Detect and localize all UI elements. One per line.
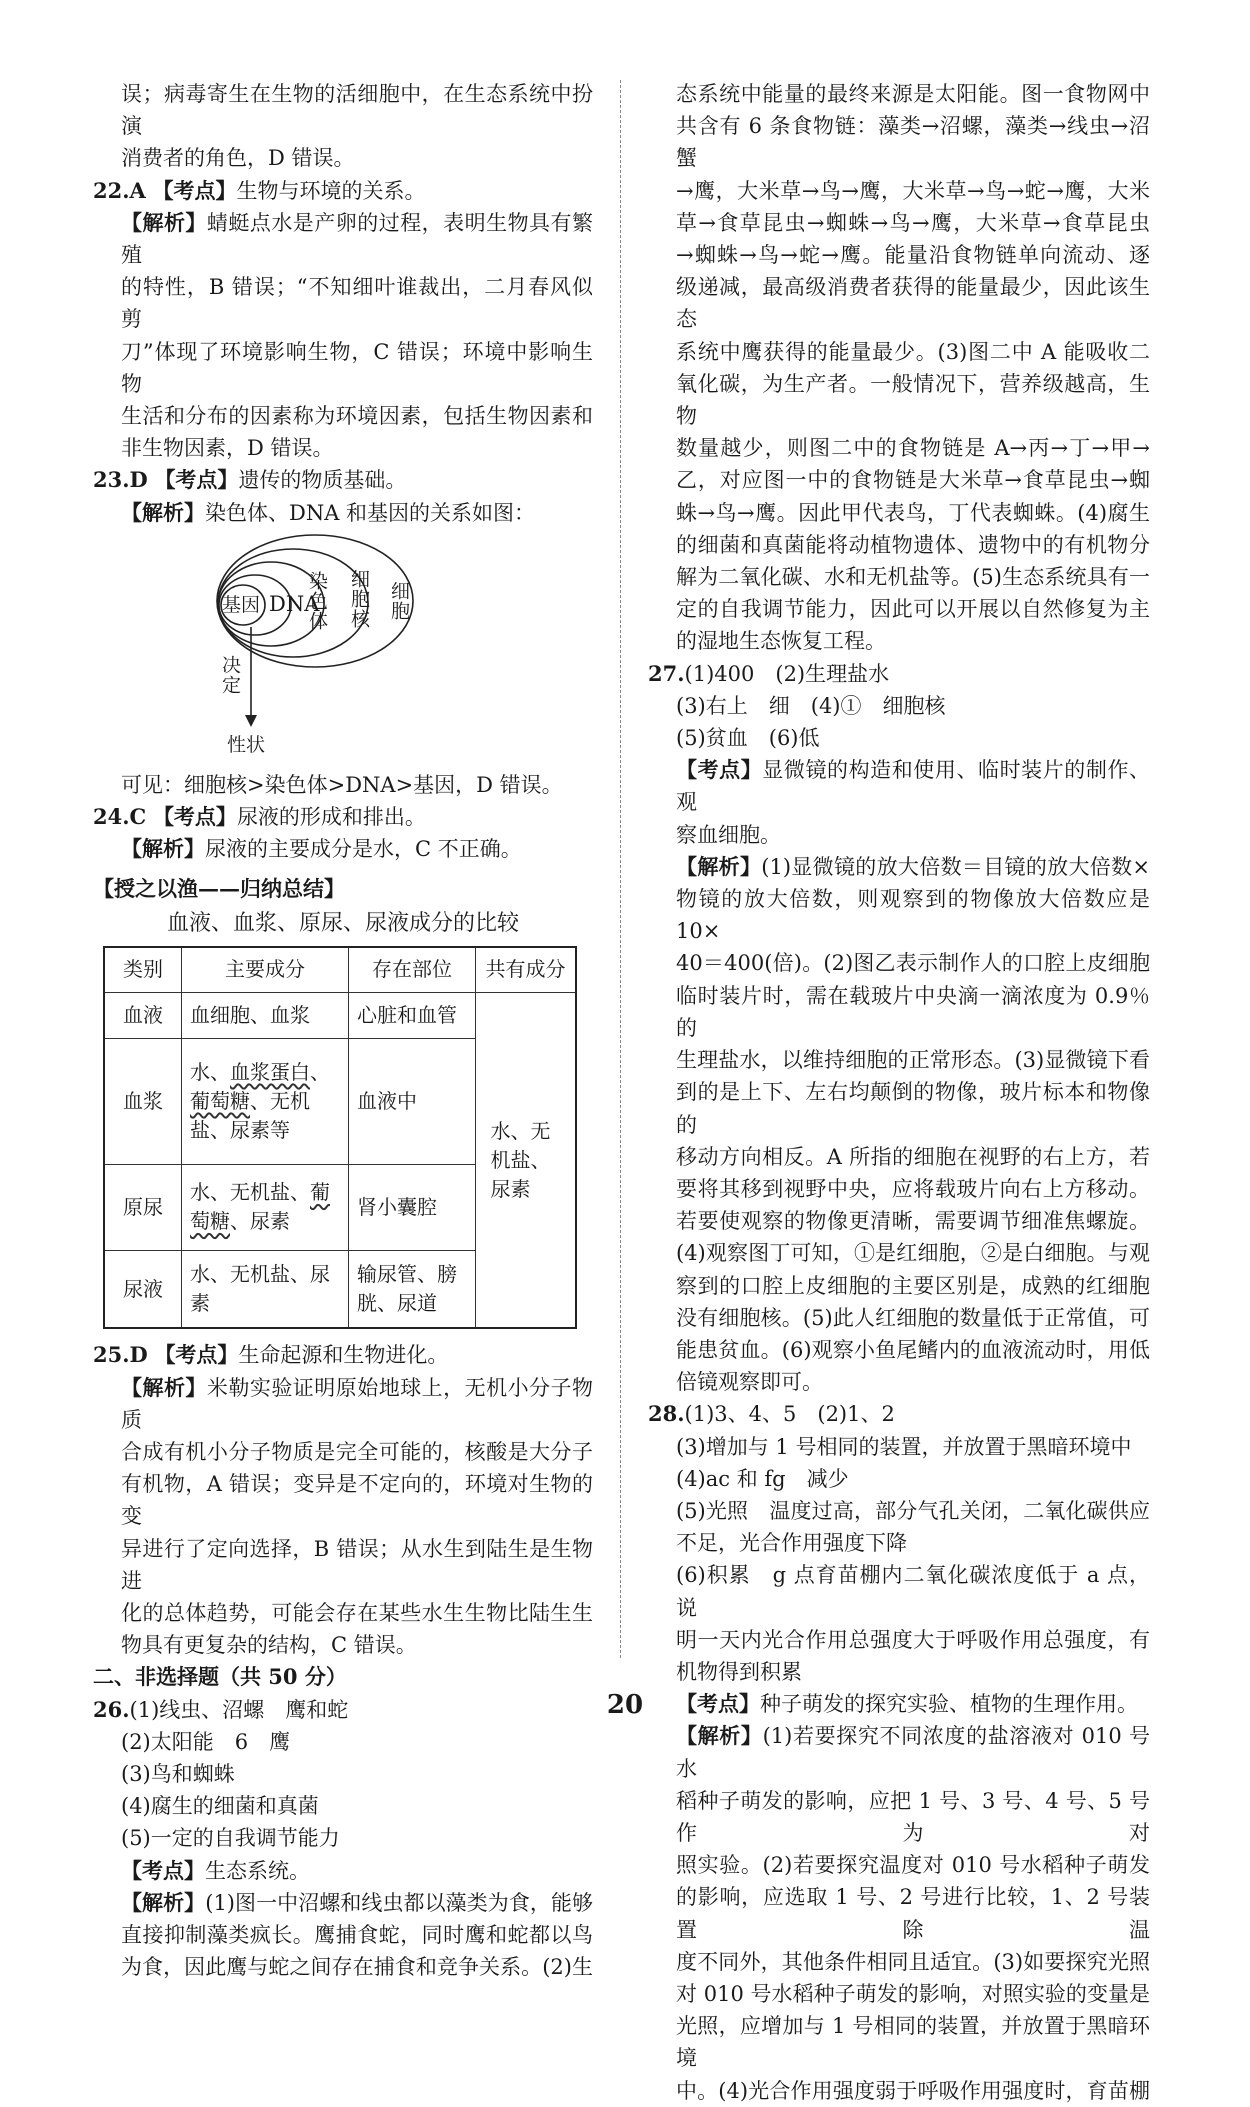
kaodian-topic: 生物与环境的关系。 bbox=[236, 178, 426, 203]
text-line: 生理盐水，以维持细胞的正常形态。(3)显微镜下看 bbox=[676, 1048, 1150, 1073]
text-line: 到的是上下、左右均颠倒的物像，玻片标本和物像的 bbox=[676, 1080, 1150, 1137]
answer-line: (4)腐生的细菌和真菌 bbox=[121, 1794, 319, 1819]
nested-ellipses-figure bbox=[93, 531, 593, 769]
table-row bbox=[104, 992, 576, 1038]
text-line bbox=[93, 833, 593, 865]
text-line: 直接抑制藻类疯长。鹰捕食蛇，同时鹰和蛇都以鸟 bbox=[121, 1923, 593, 1948]
text-line: →蜘蛛→鸟→蛇→鹰。能量沿食物链单向流动、逐 bbox=[676, 243, 1150, 268]
header-category: 类别 bbox=[104, 947, 182, 993]
text-line: 的湿地生态恢复工程。 bbox=[676, 629, 886, 654]
text-line: 稻种子萌发的影响，应把 1 号、3 号、4 号、5 号作为对 bbox=[676, 1788, 1150, 1845]
section-title: 二、非选择题（共 50 分） bbox=[93, 1664, 347, 1690]
text-line: 误；病毒寄生在生物的活细胞中，在生态系统中扮演 bbox=[121, 82, 593, 139]
text-line: (1)显微镜的放大倍数＝目镜的放大倍数× bbox=[761, 854, 1151, 879]
text-line: 物镜的放大倍数，则观察到的物像放大倍数应是 10× bbox=[676, 887, 1150, 944]
text-line: 异进行了定向选择，B 错误；从水生到陆生是生物进 bbox=[121, 1536, 593, 1593]
text-line: 蛛→鸟→鹰。因此甲代表鸟，丁代表蜘蛛。(4)腐生 bbox=[676, 500, 1150, 525]
text-line: 能患贫血。(6)观察小鱼尾鳍内的血液流动时，用低 bbox=[676, 1337, 1150, 1362]
table-header-row bbox=[104, 947, 576, 993]
text-line: 染色体、DNA 和基因的关系如图： bbox=[205, 500, 536, 525]
jiexi-tag: 【解析】 bbox=[676, 1723, 763, 1749]
answer-number: 27. bbox=[648, 660, 685, 686]
header-shared-components: 共有成分 bbox=[476, 947, 577, 993]
cell-components: 水、无机盐、尿素 bbox=[182, 1250, 349, 1328]
answer-number: 26. bbox=[93, 1696, 130, 1722]
answer-number: 28. bbox=[648, 1401, 685, 1427]
answer-line: (3)增加与 1 号相同的装置，并放置于黑暗环境中 bbox=[676, 1434, 1132, 1459]
jiexi-tag: 【解析】 bbox=[121, 1374, 207, 1400]
page-number: 20 bbox=[606, 1690, 644, 1720]
arrow-head bbox=[245, 715, 257, 727]
answer-line: 不足，光合作用强度下降 bbox=[676, 1531, 907, 1556]
text-line: 要将其移到视野中央，应将载玻片向右上方移动。 bbox=[676, 1176, 1150, 1201]
gene-label: 基因 bbox=[222, 593, 261, 616]
jiexi-tag: 【解析】 bbox=[121, 1889, 206, 1915]
text-line: 40＝400(倍)。(2)图乙表示制作人的口腔上皮细胞 bbox=[676, 951, 1150, 976]
question-23-header bbox=[93, 464, 593, 496]
text-line: 临时装片时，需在载玻片中央滴一滴浓度为 0.9％的 bbox=[676, 983, 1150, 1040]
emphasis-text: 葡萄糖 bbox=[190, 1180, 330, 1234]
table-caption: 血液、血浆、原尿、尿液成分的比较 bbox=[166, 910, 519, 936]
text-line: (1)若要探究不同浓度的盐溶液对 010 号水 bbox=[676, 1724, 1150, 1781]
text-line bbox=[648, 851, 1150, 883]
text-line bbox=[93, 207, 593, 271]
text-line: 为食，因此鹰与蛇之间存在捕食和竞争关系。(2)生 bbox=[121, 1955, 593, 1980]
kaodian-topic: 尿液的形成和排出。 bbox=[236, 805, 426, 830]
text-line: 若要使观察的物像更清晰，需要调节细准焦螺旋。 bbox=[676, 1209, 1150, 1234]
answer-line: 明一天内光合作用总强度大于呼吸作用总强度，有 bbox=[676, 1627, 1150, 1652]
text-line: 倍镜观察即可。 bbox=[676, 1370, 823, 1395]
cell-category: 血浆 bbox=[104, 1038, 182, 1164]
cell-category: 尿液 bbox=[104, 1250, 182, 1328]
trait-label: 性状 bbox=[227, 733, 266, 756]
kaodian-line bbox=[93, 1855, 593, 1887]
cell-location: 肾小囊腔 bbox=[349, 1164, 476, 1250]
nucleus-label: 细胞核 bbox=[348, 568, 370, 629]
text-line: 乙，对应图一中的食物链是大米草→食草昆虫→蜘 bbox=[676, 468, 1150, 493]
text-line: 刀”体现了环境影响生物，C 错误；环境中影响生物 bbox=[121, 339, 593, 396]
text-line: 移动方向相反。A 所指的细胞在视野的右上方，若 bbox=[676, 1144, 1150, 1169]
text-line bbox=[648, 1720, 1150, 1784]
text-line: 没有细胞核。(5)此人红细胞的数量低于正常值，可 bbox=[676, 1305, 1150, 1330]
kaodian-topic: 生态系统。 bbox=[205, 1858, 310, 1883]
column-divider bbox=[620, 80, 621, 1658]
answer-number: 23.D bbox=[93, 467, 148, 493]
text-line: 光照，应增加与 1 号相同的装置，并放置于黑暗环境 bbox=[676, 2014, 1150, 2071]
kaodian-tag: 【考点】 bbox=[121, 1857, 205, 1883]
kaodian-tag: 【考点】 bbox=[154, 467, 239, 493]
dna-label: DNA bbox=[269, 591, 320, 616]
cell-shared-components: 水、无机盐、尿素 bbox=[476, 992, 577, 1328]
text-line: 物具有更复杂的结构，C 错误。 bbox=[121, 1633, 417, 1658]
cell-category: 原尿 bbox=[104, 1164, 182, 1250]
emphasis-text: 血浆蛋白 bbox=[230, 1059, 310, 1084]
question-26-answer: 26.(1)线虫、沼螺 鹰和蛇 bbox=[93, 1696, 349, 1722]
chromosome-label: 染色体 bbox=[306, 570, 328, 631]
kaodian-tag: 【考点】 bbox=[152, 177, 237, 203]
kaodian-tag: 【考点】 bbox=[676, 757, 763, 783]
cell-location: 血液中 bbox=[349, 1038, 476, 1164]
text-line: 共含有 6 条食物链：藻类→沼螺，藻类→线虫→沼蟹 bbox=[676, 114, 1150, 171]
cell-components: 水、无机盐、葡萄糖、尿素 bbox=[182, 1164, 349, 1250]
answer-number: 24.C bbox=[93, 804, 147, 830]
answer-line: (2)太阳能 6 鹰 bbox=[121, 1729, 291, 1754]
answer-line: (3)鸟和蜘蛛 bbox=[121, 1762, 235, 1786]
kaodian-line bbox=[648, 754, 1150, 818]
text-line: 察到的口腔上皮细胞的主要区别是，成熟的红细胞 bbox=[676, 1273, 1150, 1298]
jiexi-tag: 【解析】 bbox=[121, 499, 205, 525]
text-line: 态系统中能量的最终来源是太阳能。图一食物网中 bbox=[676, 82, 1150, 106]
question-28-answer: 28.(1)3、4、5 (2)1、2 bbox=[648, 1401, 895, 1427]
cell-components: 水、血浆蛋白、葡萄糖、无机盐、尿素等 bbox=[182, 1038, 349, 1164]
text-line: 米勒实验证明原始地球上，无机小分子物质 bbox=[121, 1375, 593, 1432]
kaodian-topic: 种子萌发的探究实验、植物的生理作用。 bbox=[760, 1692, 1138, 1717]
text-line: 对 010 号水稻种子萌发的影响，对照实验的变量是 bbox=[676, 1981, 1150, 2006]
text-line: 合成有机小分子物质是完全可能的，核酸是大分子 bbox=[121, 1439, 593, 1464]
right-column bbox=[648, 78, 1150, 2107]
text-line: 可见：细胞核>染色体>DNA>基因，D 错误。 bbox=[121, 772, 563, 797]
text-line: (4)观察图丁可知，①是红细胞，②是白细胞。与观 bbox=[676, 1241, 1150, 1266]
text-line: 草→食草昆虫→蜘蛛→鸟→鹰，大米草→食草昆虫 bbox=[676, 210, 1150, 235]
cell-label: 细胞 bbox=[388, 580, 410, 621]
text-line: 系统中鹰获得的能量最少。(3)图二中 A 能吸收二 bbox=[676, 339, 1150, 364]
text-line: 蜻蜓点水是产卵的过程，表明生物具有繁殖 bbox=[121, 210, 593, 268]
text-line: 化的总体趋势，可能会存在某些水生生物比陆生生 bbox=[121, 1600, 593, 1625]
text-line: 解为二氧化碳、水和无机盐等。(5)生态系统具有一 bbox=[676, 565, 1150, 590]
text-line: 定的自我调节能力，因此可以开展以自然修复为主 bbox=[676, 597, 1150, 622]
kaodian-tag: 【考点】 bbox=[152, 804, 237, 830]
decide-label: 决定 bbox=[219, 654, 241, 695]
text-line: 照实验。(2)若要探究温度对 010 号水稻种子萌发 bbox=[676, 1853, 1150, 1878]
cell-components: 血细胞、血浆 bbox=[182, 992, 349, 1038]
text-line: 的影响，应选取 1 号、2 号进行比较，1、2 号装置除温 bbox=[676, 1885, 1150, 1942]
text-line: 有机物，A 错误；变异是不定向的，环境对生物的变 bbox=[121, 1472, 593, 1529]
answer-number: 22.A bbox=[93, 177, 146, 203]
emphasis-text: 葡萄糖 bbox=[190, 1088, 250, 1113]
answer-line: (4)ac 和 fg 减少 bbox=[676, 1466, 849, 1491]
jiexi-tag: 【解析】 bbox=[121, 836, 205, 862]
text-line: (1)图一中沼螺和线虫都以藻类为食，能够 bbox=[205, 1890, 594, 1915]
answer-line: (3)右上 细 (4)① 细胞核 bbox=[676, 693, 946, 718]
question-27-answer: 27.(1)400 (2)生理盐水 bbox=[648, 660, 890, 686]
cell-category: 血液 bbox=[104, 992, 182, 1038]
kaodian-tag: 【考点】 bbox=[154, 1342, 239, 1368]
text-line: 的特性，B 错误；“不知细叶谁裁出，二月春风似剪 bbox=[121, 275, 593, 332]
jiexi-tag: 【解析】 bbox=[121, 209, 207, 235]
text-line: 的细菌和真菌能将动植物遗体、遗物中的有机物分 bbox=[676, 532, 1150, 557]
tips-heading: 【授之以渔——归纳总结】 bbox=[93, 876, 345, 902]
kaodian-topic: 生命起源和生物进化。 bbox=[238, 1343, 449, 1368]
kaodian-topic: 显微镜的构造和使用、临时装片的制作、观 bbox=[676, 758, 1151, 815]
question-24-header bbox=[93, 801, 593, 833]
gene-dna-chromosome-diagram bbox=[93, 531, 593, 769]
header-location: 存在部位 bbox=[349, 947, 476, 993]
kaodian-tag: 【考点】 bbox=[676, 1691, 760, 1717]
answer-line: (5)贫血 (6)低 bbox=[676, 726, 820, 751]
question-22-header bbox=[93, 175, 593, 207]
answer-line: 机物得到积累 bbox=[676, 1659, 802, 1684]
text-line bbox=[93, 497, 593, 529]
text-line bbox=[93, 1372, 593, 1436]
answer-line: (5)一定的自我调节能力 bbox=[121, 1826, 340, 1851]
text-line: 尿液的主要成分是水，C 不正确。 bbox=[205, 837, 522, 862]
answer-line: (5)光照 温度过高，部分气孔关闭，二氧化碳供应 bbox=[676, 1498, 1150, 1523]
text-line: 生活和分布的因素称为环境因素，包括生物因素和 bbox=[121, 404, 593, 429]
text-line: 数量越少，则图二中的食物链是 A→丙→丁→甲→ bbox=[676, 436, 1150, 461]
text-line: 非生物因素，D 错误。 bbox=[121, 436, 334, 461]
text-line: 氧化碳，为生产者。一般情况下，营养级越高，生物 bbox=[676, 371, 1150, 429]
composition-comparison-table bbox=[103, 946, 577, 1330]
header-main-components: 主要成分 bbox=[182, 947, 349, 993]
text-line bbox=[93, 1887, 593, 1919]
text-line: 度不同外，其他条件相同且适宜。(3)如要探究光照 bbox=[676, 1949, 1150, 1974]
question-25-header bbox=[93, 1339, 593, 1371]
text-line: →鹰，大米草→鸟→鹰，大米草→鸟→蛇→鹰，大米 bbox=[676, 178, 1150, 203]
answer-number: 25.D bbox=[93, 1342, 148, 1368]
kaodian-topic: 遗传的物质基础。 bbox=[238, 468, 407, 493]
kaodian-line: 察血细胞。 bbox=[676, 822, 781, 847]
jiexi-tag: 【解析】 bbox=[676, 853, 762, 879]
answer-line: (6)积累 g 点育苗棚内二氧化碳浓度低于 a 点，说 bbox=[676, 1563, 1150, 1620]
cell-location: 输尿管、膀胱、尿道 bbox=[349, 1250, 476, 1328]
text-line: 中。(4)光合作用强度弱于呼吸作用强度时，育苗棚 bbox=[676, 2078, 1150, 2103]
cell-location: 心脏和血管 bbox=[349, 992, 476, 1038]
text-line: 级递减，最高级消费者获得的能量最少，因此该生态 bbox=[676, 275, 1150, 332]
text-line: 消费者的角色，D 错误。 bbox=[121, 146, 355, 171]
